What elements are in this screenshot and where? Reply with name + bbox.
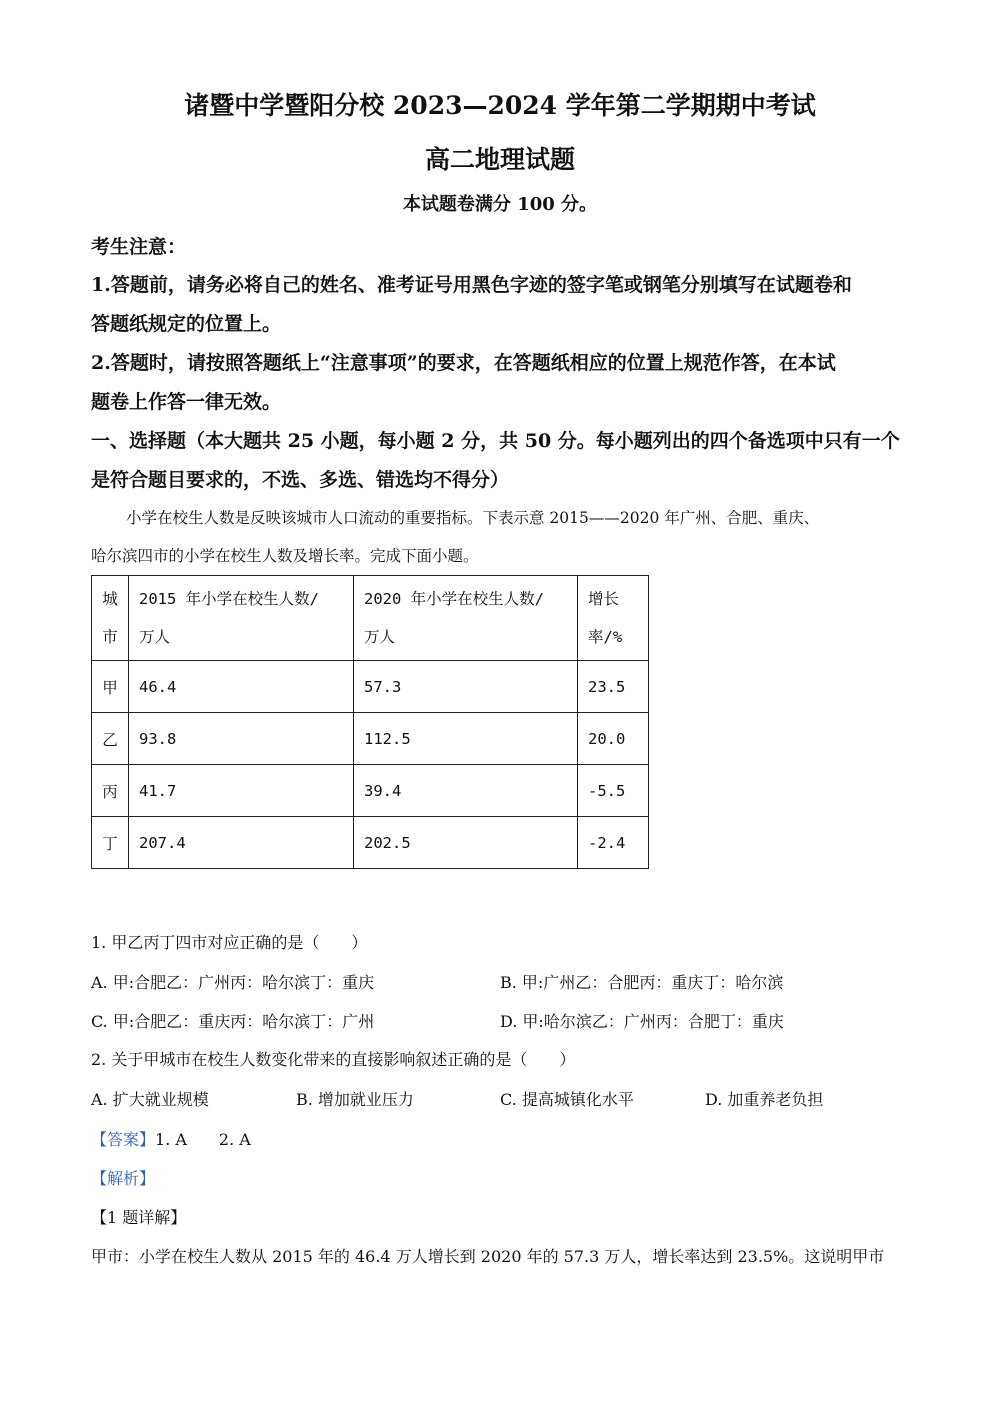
cell-city: 丙 <box>92 765 129 817</box>
question-1-option-d: D. 甲:哈尔滨乙：广州丙：合肥丁：重庆 <box>500 1012 784 1031</box>
header-city: 城 市 <box>92 576 129 661</box>
notice-item1-line2: 答题纸规定的位置上。 <box>91 313 282 335</box>
header-2015: 2015 年小学在校生人数/ 万人 <box>129 576 354 661</box>
header-2020: 2020 年小学在校生人数/ 万人 <box>354 576 578 661</box>
table-row <box>92 817 649 869</box>
cell-city: 丁 <box>92 817 129 869</box>
question-2-option-c: C. 提高城镇化水平 <box>500 1090 634 1109</box>
question-2-option-a: A. 扩大就业规模 <box>91 1090 209 1109</box>
notice-item2-line2: 题卷上作答一律无效。 <box>91 391 282 413</box>
cell-2020: 202.5 <box>354 817 578 869</box>
answer-text: 1. A 2. A <box>155 1130 251 1149</box>
cell-2020: 112.5 <box>354 713 578 765</box>
score-note: 本试题卷满分 100 分。 <box>402 194 598 215</box>
question-2-option-b: B. 增加就业压力 <box>296 1090 414 1109</box>
answer-line <box>91 1127 251 1150</box>
cell-2015: 93.8 <box>129 713 354 765</box>
question-1-stem: 1. 甲乙丙丁四市对应正确的是（ ） <box>91 933 368 952</box>
cell-city: 甲 <box>92 661 129 713</box>
analysis-label: 【解析】 <box>91 1169 156 1188</box>
answer-label: 【答案】 <box>91 1130 156 1149</box>
table-header-row <box>92 576 649 661</box>
cell-growth: -2.4 <box>578 817 649 869</box>
analysis-text: 甲市：小学在校生人数从 2015 年的 46.4 万人增长到 2020 年的 57.3 万人，增长率达到 23.5%。这说明甲市 <box>91 1247 885 1266</box>
cell-city: 乙 <box>92 713 129 765</box>
exam-title: 诸暨中学暨阳分校 2023—2024 学年第二学期期中考试 <box>184 91 816 120</box>
question-1-option-a: A. 甲:合肥乙：广州丙：哈尔滨丁：重庆 <box>91 973 375 992</box>
detail-label: 【1 题详解】 <box>91 1208 187 1227</box>
table-row <box>92 661 649 713</box>
question-1-option-c: C. 甲:合肥乙：重庆丙：哈尔滨丁：广州 <box>91 1012 375 1031</box>
cell-2020: 39.4 <box>354 765 578 817</box>
cell-2015: 41.7 <box>129 765 354 817</box>
notice-item1-line1: 1.答题前，请务必将自己的姓名、准考证号用黑色字迹的签字笔或钢笔分别填写在试题卷和 <box>91 274 852 296</box>
header-growth: 增长 率/% <box>578 576 649 661</box>
section-heading-line1: 一、选择题（本大题共 25 小题，每小题 2 分，共 50 分。每小题列出的四个备选项中只有一个 <box>91 430 900 452</box>
cell-2015: 207.4 <box>129 817 354 869</box>
question-2-option-d: D. 加重养老负担 <box>705 1090 824 1109</box>
notice-heading: 考生注意： <box>91 236 187 258</box>
question-2-stem: 2. 关于甲城市在校生人数变化带来的直接影响叙述正确的是（ ） <box>91 1050 576 1069</box>
cell-growth: 23.5 <box>578 661 649 713</box>
cell-2020: 57.3 <box>354 661 578 713</box>
cell-growth: 20.0 <box>578 713 649 765</box>
cell-2015: 46.4 <box>129 661 354 713</box>
exam-subtitle: 高二地理试题 <box>424 145 575 174</box>
cell-growth: -5.5 <box>578 765 649 817</box>
section-heading-line2: 是符合题目要求的，不选、多选、错选均不得分） <box>91 469 510 491</box>
table-row <box>92 713 649 765</box>
question-1-option-b: B. 甲:广州乙：合肥丙：重庆丁：哈尔滨 <box>500 973 784 992</box>
intro-line1: 小学在校生人数是反映该城市人口流动的重要指标。下表示意 2015——2020 年广州、合肥、重庆、 <box>126 509 820 527</box>
intro-line2: 哈尔滨四市的小学在校生人数及增长率。完成下面小题。 <box>91 547 479 565</box>
table-row <box>92 765 649 817</box>
enrollment-table <box>91 575 649 869</box>
notice-item2-line1: 2.答题时，请按照答题纸上“注意事项”的要求，在答题纸相应的位置上规范作答，在本试 <box>91 352 836 374</box>
